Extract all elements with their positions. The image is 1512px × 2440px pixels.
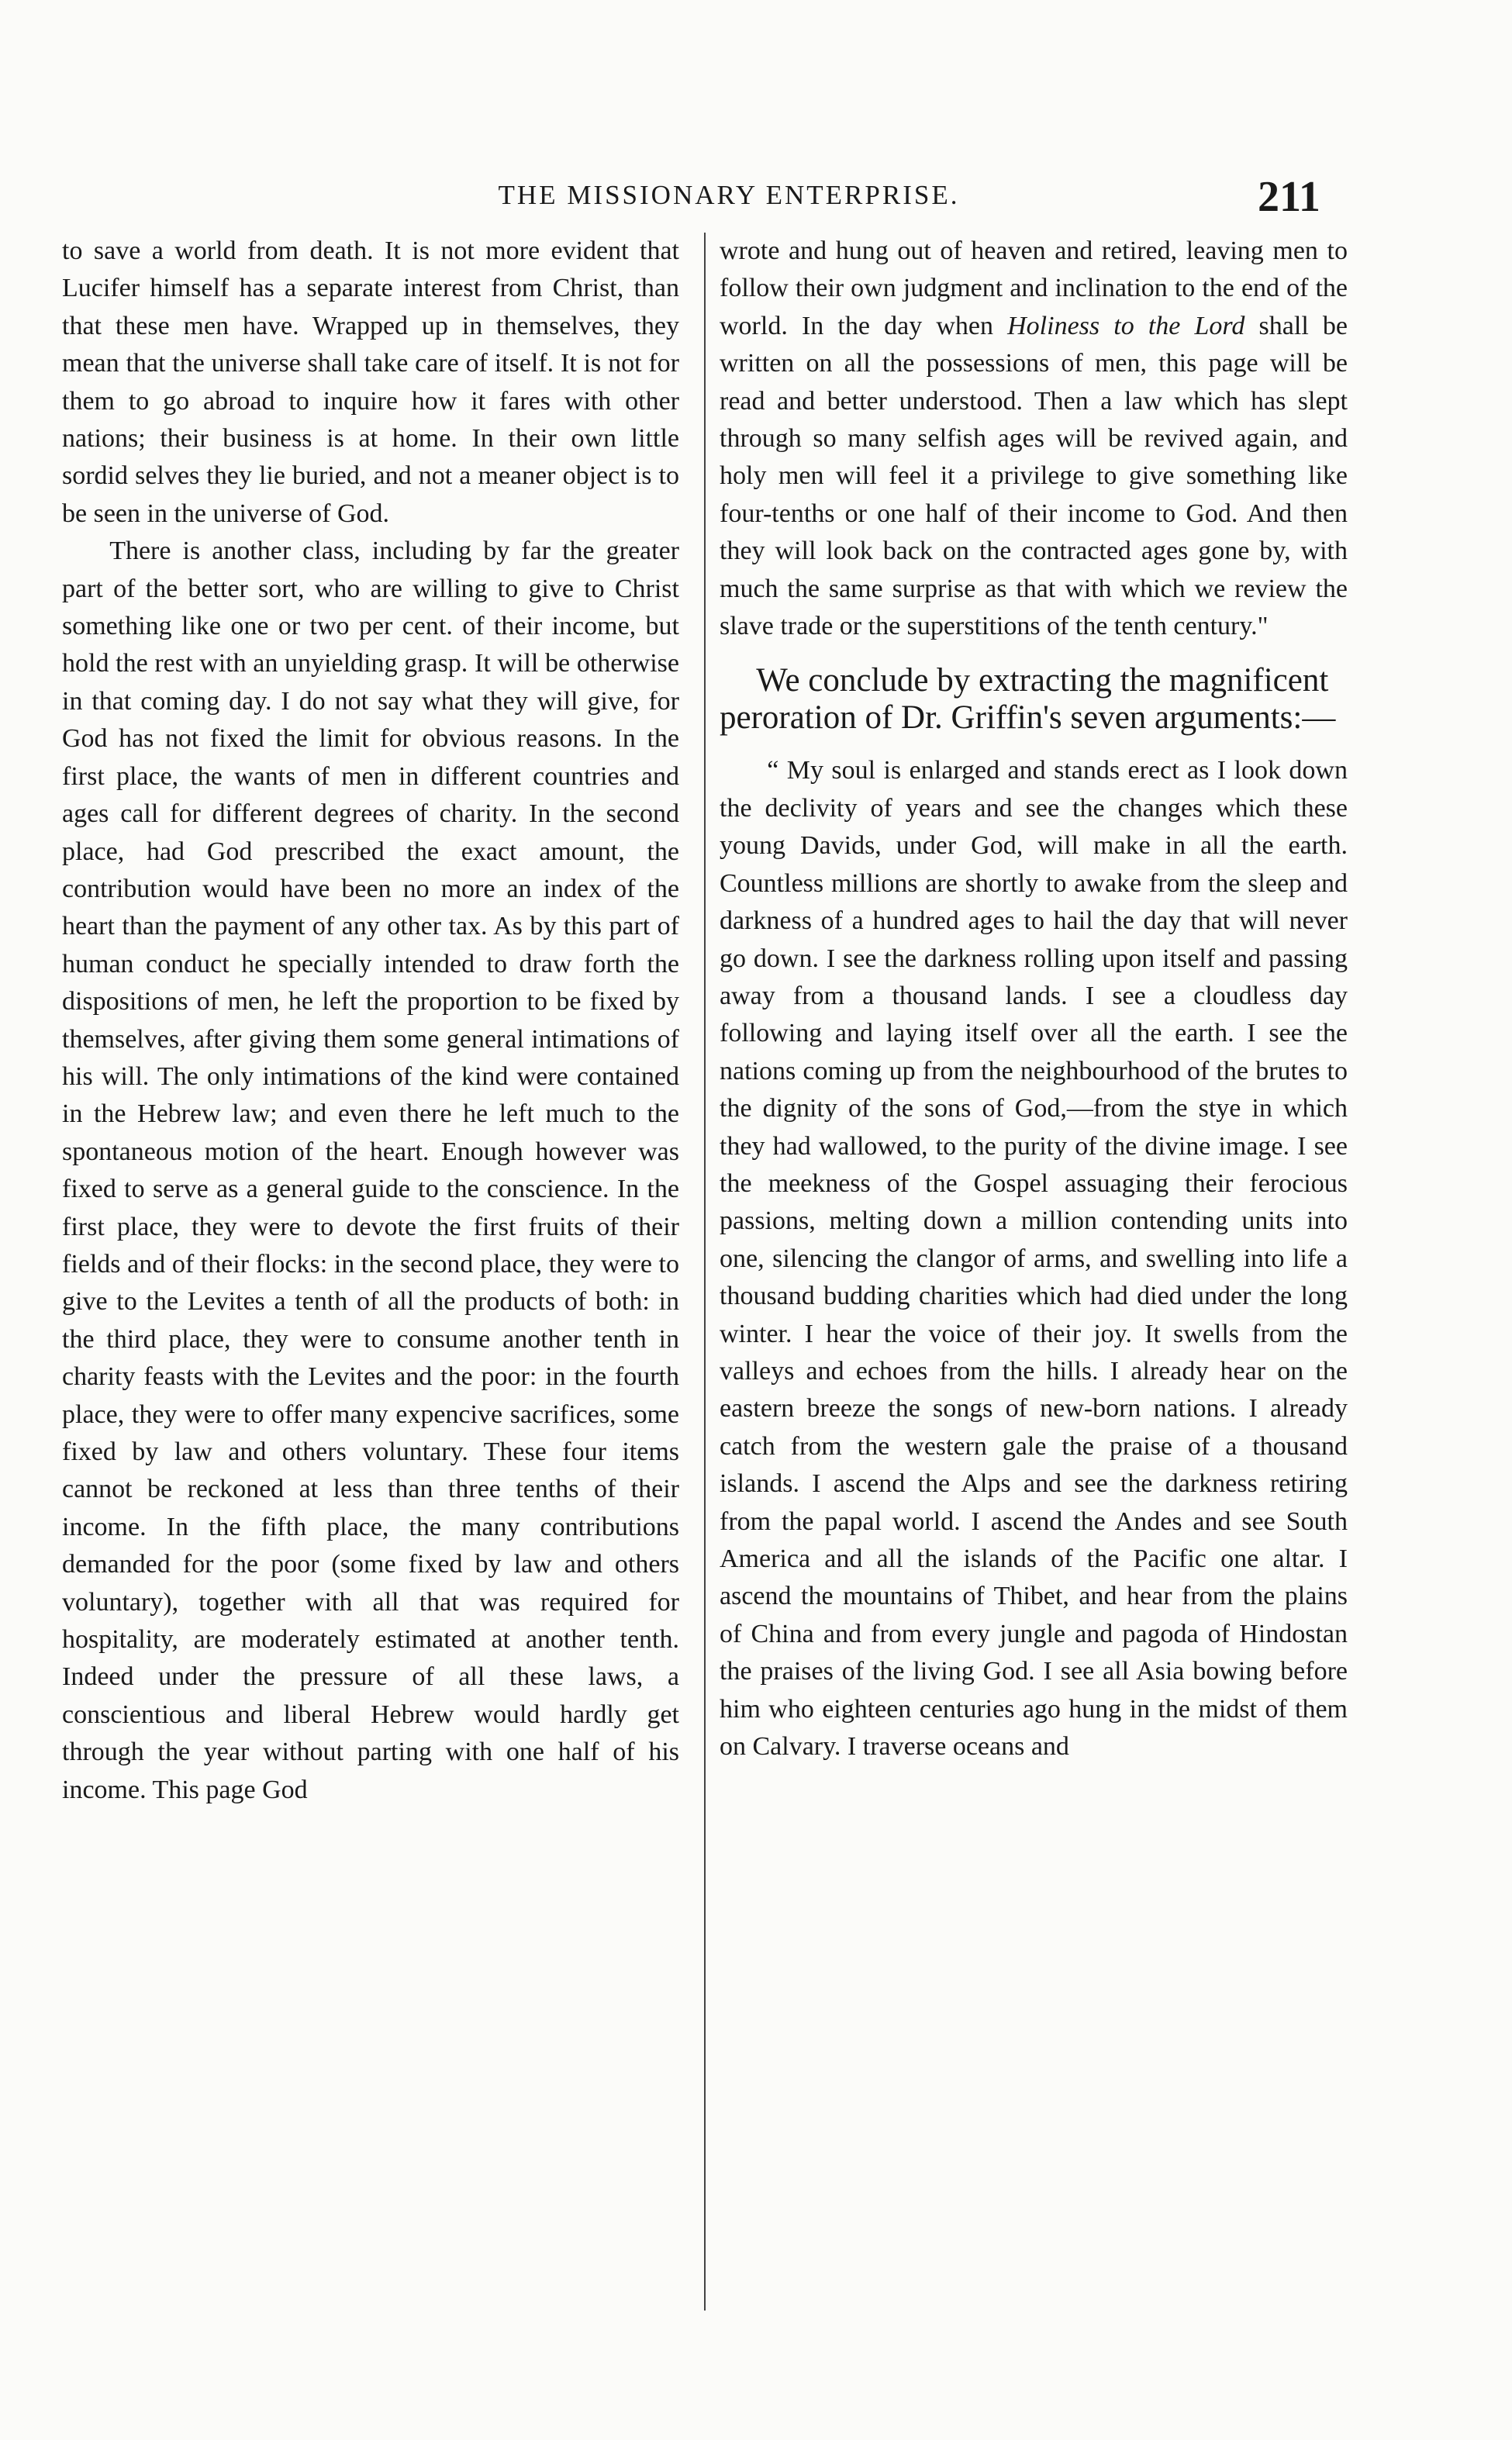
right-paragraph-1 — [720, 233, 1348, 645]
italic-phrase: Holiness to the Lord — [1007, 311, 1245, 340]
right-paragraph-2: “ My soul is enlarged and stands erect as I look down the declivity of years and see the changes which these young Davids, under God, will make in all the earth. Countless millions are shortly to awake from the sleep and darkness of a hundred ages to hail the day that will never go down. I see the darkness rolling upon itself and passing away from a thousand lands. I see a cloudless day following and laying itself over all the earth. I see the nations coming up from the neighbourhood of the brutes to the dignity of the sons of God,—from the stye in which they had wallowed, to the purity of the divine image. I see the meekness of the Gospel assuaging their ferocious passions, melting down a million contending units into one, silencing the clangor of arms, and swelling into life a thousand budding charities which had died under the long winter. I hear the voice of their joy. It swells from the valleys and echoes from the hills. I already hear on the eastern breeze the songs of new-born nations. I already catch from the western gale the praise of a thousand islands. I ascend the Alps and see the darkness retiring from the papal world. I ascend the Andes and see South America and all the islands of the Pacific one altar. I ascend the mountains of Thibet, and hear from the plains of China and from every jungle and pagoda of Hindostan the praises of the living God. I see all Asia bowing before him who eighteen centuries ago hung in the midst of them on Calvary. I traverse oceans and — [720, 756, 1348, 1762]
left-paragraph-1: to save a world from death. It is not more evident that Lucifer himself has a separate interest from Christ, than that these men have. Wrapped up in themselves, they mean that the universe shall take care of itself. It is not for them to go abroad to inquire how it fares with other nations; their business is at home. In their own little sordid selves they lie buried, and not a meaner object is to be seen in the universe of God. — [62, 236, 679, 528]
column-divider — [704, 233, 706, 2311]
running-title: THE MISSIONARY ENTERPRISE. — [498, 180, 960, 210]
section-heading: We conclude by extracting the magnificent peroration of Dr. Griffin's seven arguments:— — [720, 662, 1336, 737]
right-paragraph-1-start: wrote and hung out of heaven and retired, leaving men to follow their own judgment and inclination to the end of the world. In the day when — [720, 236, 1348, 340]
left-column — [62, 233, 679, 1809]
left-paragraph-2: There is another class, including by far the greater part of the better sort, who are willing to give to Christ something like one or two per cent. of their income, but hold the rest with an unyielding grasp. It will be otherwise in that coming day. I do not say what they will give, for God has not fixed the limit for obvious reasons. In the first place, the wants of men in different countries and ages call for different degrees of charity. In the second place, had God prescribed the exact amount, the contribution would have been no more an index of the heart than the payment of any other tax. As by this part of human conduct he specially intended to draw forth the dispositions of men, he left the proportion to be fixed by themselves, after giving them some general intimations of his will. The only intimations of the kind were contained in the Hebrew law; and even there he left much to the spontaneous motion of the heart. Enough however was fixed to serve as a general guide to the conscience. In the first place, they were to devote the first fruits of their fields and of their flocks: in the second place, they were to give to the Levites a tenth of all the products of both: in the third place, they were to consume another tenth in charity feasts with the Levites and the poor: in the fourth place, they were to offer many expencive sacrifices, some fixed by law and others voluntary. These four items cannot be reckoned at less than three tenths of their income. In the fifth place, the many contributions demanded for the poor (some fixed by law and others voluntary), together with all that was required for hospitality, are moderately estimated at another tenth. Indeed under the pressure of all these laws, a conscientious and liberal Hebrew would hardly get through the year without parting with one half of his income. This page God — [62, 537, 679, 1804]
page-number: 211 — [1258, 173, 1320, 221]
right-column — [720, 233, 1348, 1765]
right-paragraph-1-end: shall be written on all the possessions of men, this page will be read and better understood. Then a law which has slept through so many selfish ages will be revived again, and holy men will feel it a privilege to give something like four-tenths or one half of their income to God. And then they will look back on the contracted ages gone by, with much the same surprise as that with which we review the slave trade or the superstitions of the tenth century." — [720, 311, 1348, 641]
